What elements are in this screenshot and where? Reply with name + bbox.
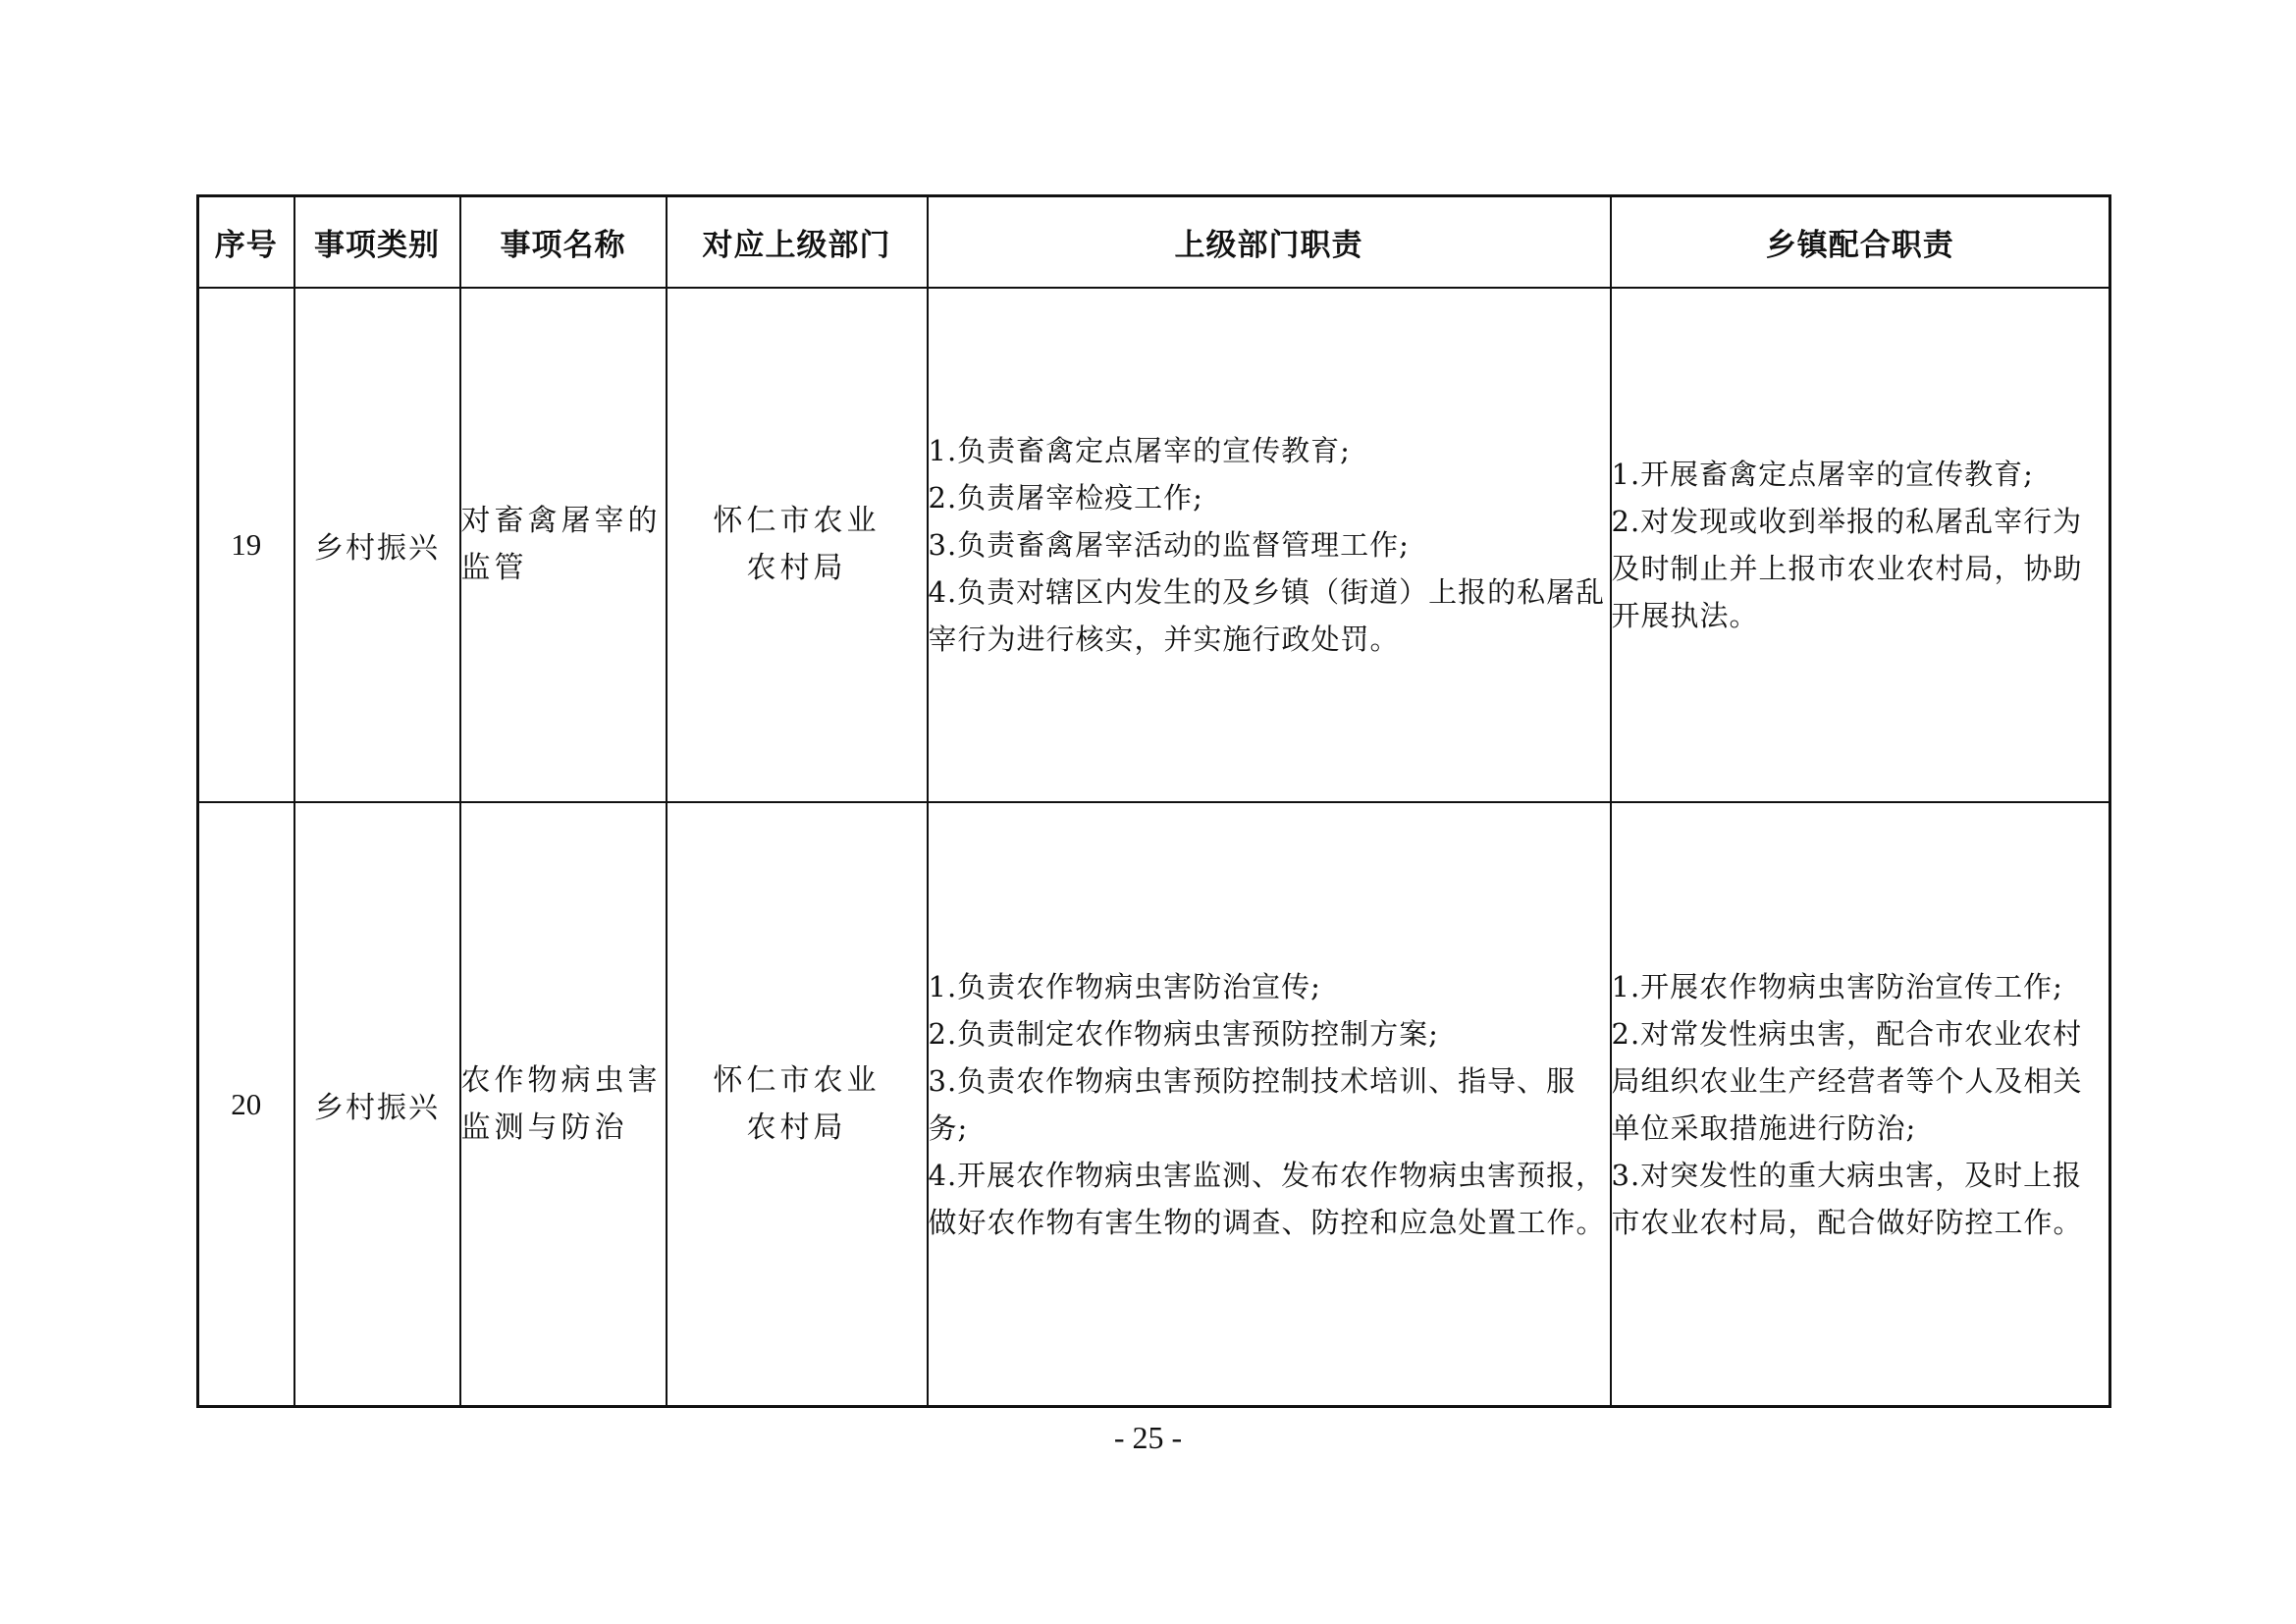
- upper-duty-item: 3.负责畜禽屠宰活动的监督管理工作;: [928, 528, 1410, 562]
- row-seq: 19: [198, 288, 294, 802]
- duty-table: [196, 194, 2111, 1408]
- row-upper-duty: [928, 802, 1611, 1407]
- page-number: - 25 -: [1113, 1420, 1183, 1455]
- dept-line: 农村局: [746, 1110, 847, 1145]
- row-dept: [667, 802, 928, 1407]
- upper-duty-item: 2.负责制定农作物病虫害预防控制方案;: [928, 1016, 1439, 1051]
- row-town-duty: [1611, 802, 2110, 1407]
- town-duty-item: 1.开展畜禽定点屠宰的宣传教育;: [1611, 458, 2034, 491]
- header-category: 事项类别: [294, 196, 460, 289]
- table-row: [198, 802, 2110, 1407]
- upper-duty-item: 2.负责屠宰检疫工作;: [928, 481, 1203, 514]
- table-header-row: [198, 196, 2110, 289]
- header-town-duty: 乡镇配合职责: [1611, 196, 2110, 289]
- dept-line: 怀仁市农业: [713, 504, 881, 538]
- town-duty-item: 2.对发现或收到举报的私屠乱宰行为及时制止并上报市农业农村局，协助开展执法。: [1611, 505, 2083, 632]
- row-seq: 20: [198, 802, 294, 1407]
- header-upper-duty: 上级部门职责: [928, 196, 1611, 289]
- row-upper-duty: [928, 288, 1611, 802]
- row-town-duty: [1611, 288, 2110, 802]
- dept-line: 农村局: [746, 551, 847, 585]
- header-dept: 对应上级部门: [667, 196, 928, 289]
- upper-duty-item: 3.负责农作物病虫害预防控制技术培训、指导、服务;: [928, 1063, 1576, 1145]
- town-duty-item: 1.开展农作物病虫害防治宣传工作;: [1611, 969, 2063, 1003]
- row-dept: [667, 288, 928, 802]
- dept-line: 怀仁市农业: [713, 1062, 881, 1098]
- town-duty-item: 2.对常发性病虫害，配合市农业农村局组织农业生产经营者等个人及相关单位采取措施进行防治;: [1611, 1016, 2083, 1145]
- row-name: 农作物病虫害监测与防治: [460, 802, 667, 1407]
- row-category: 乡村振兴: [294, 288, 460, 802]
- upper-duty-item: 1.负责畜禽定点屠宰的宣传教育;: [928, 434, 1351, 467]
- town-duty-item: 3.对突发性的重大病虫害，及时上报市农业农村局，配合做好防控工作。: [1611, 1158, 2083, 1239]
- header-seq: 序号: [198, 196, 294, 289]
- row-category: 乡村振兴: [294, 802, 460, 1407]
- upper-duty-item: 1.负责农作物病虫害防治宣传;: [928, 969, 1321, 1003]
- header-name: 事项名称: [460, 196, 667, 289]
- row-name: 对畜禽屠宰的监管: [460, 288, 667, 802]
- upper-duty-item: 4.开展农作物病虫害监测、发布农作物病虫害预报，做好农作物有害生物的调查、防控和应急处置工作。: [928, 1158, 1606, 1239]
- table-row: [198, 288, 2110, 802]
- upper-duty-item: 4.负责对辖区内发生的及乡镇（街道）上报的私屠乱宰行为进行核实，并实施行政处罚。: [928, 575, 1606, 656]
